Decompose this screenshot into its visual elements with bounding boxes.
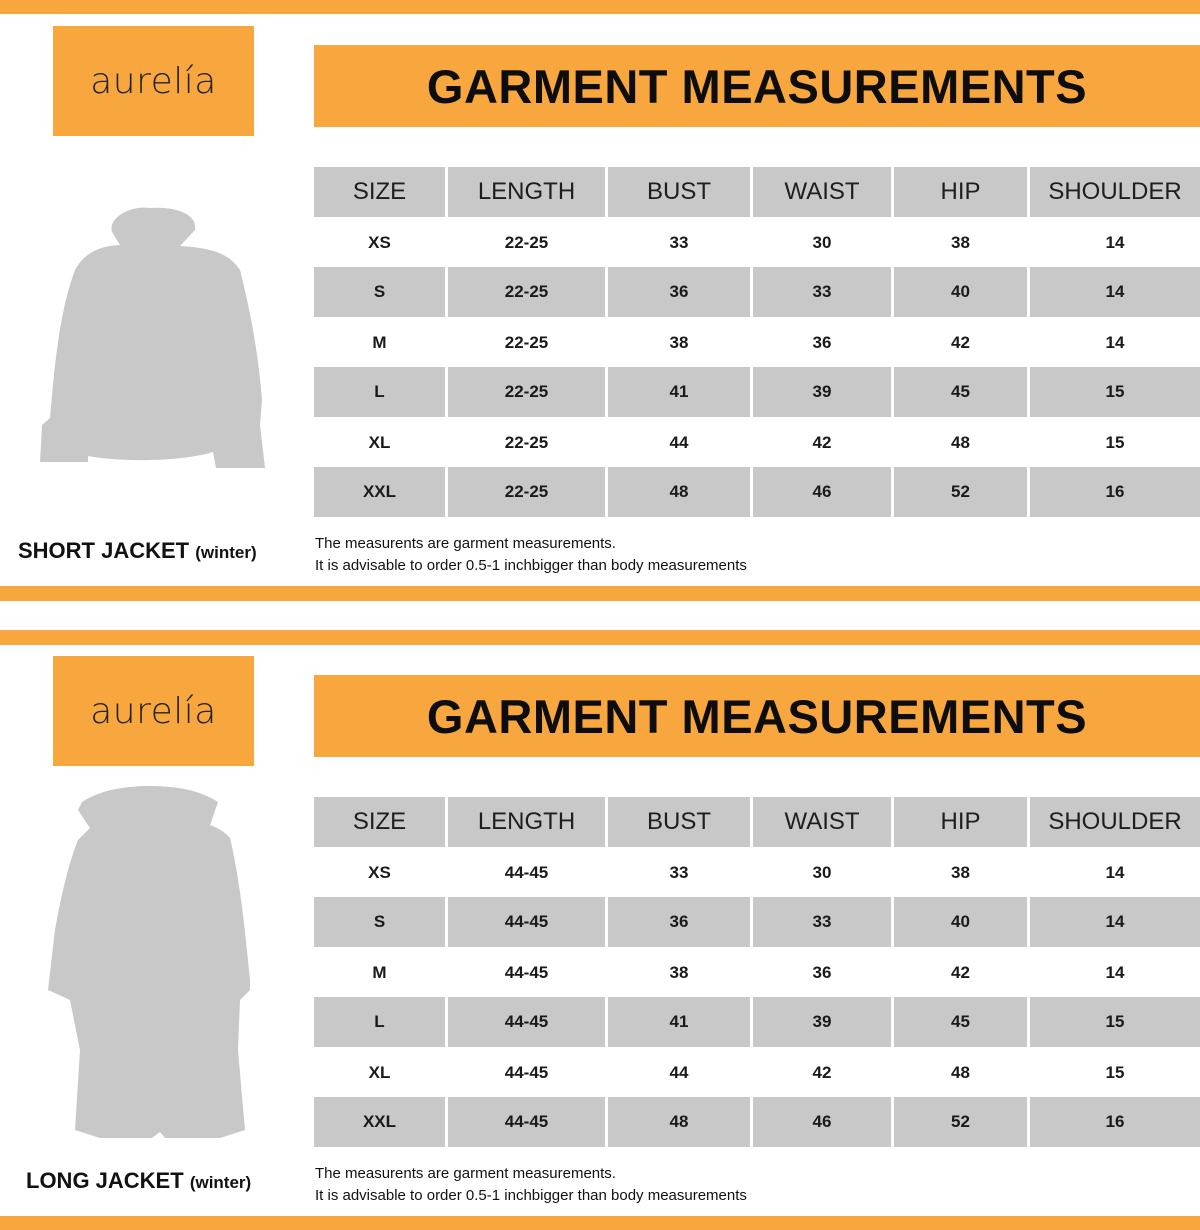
cell-hip: 45	[894, 997, 1027, 1047]
cell-size: L	[314, 367, 445, 417]
cell-length: 44-45	[448, 1097, 605, 1147]
brand-logo	[53, 656, 254, 766]
cell-shoulder: 15	[1105, 1063, 1125, 1082]
cell-waist: 42	[812, 433, 832, 452]
cell-waist: 30	[812, 863, 832, 882]
note-line: It is advisable to order 0.5-1 inchbigger than body measurements	[315, 557, 747, 574]
cell-waist: 42	[812, 1063, 832, 1082]
cell-bust: 33	[669, 863, 689, 882]
section-title-banner	[314, 45, 1200, 127]
jacket-caption-season: (winter)	[189, 1173, 252, 1192]
cell-shoulder: 14	[1105, 333, 1125, 352]
header-size: SIZE	[314, 167, 445, 217]
jacket-caption	[26, 1168, 251, 1194]
note-line: The measurents are garment measurements.	[315, 1165, 616, 1182]
header-waist: WAIST	[753, 797, 891, 847]
header-shoulder: SHOULDER	[1030, 167, 1200, 217]
cell-hip: 42	[951, 333, 970, 352]
brand-logo	[53, 26, 254, 136]
cell-size: XL	[368, 433, 391, 452]
cell-waist: 36	[812, 333, 832, 352]
note-line: The measurents are garment measurements.	[315, 535, 616, 552]
cell-waist: 46	[753, 1097, 891, 1147]
top-stripe	[0, 0, 1200, 14]
cell-length: 22-25	[448, 267, 605, 317]
cell-bust: 41	[608, 367, 750, 417]
cell-size: XXL	[314, 467, 445, 517]
header-length: LENGTH	[448, 167, 605, 217]
cell-hip: 38	[951, 233, 970, 252]
header-shoulder: SHOULDER	[1030, 797, 1200, 847]
jacket-caption-name: LONG JACKET	[26, 1168, 184, 1193]
cell-waist: 39	[753, 367, 891, 417]
short-jacket-icon	[30, 200, 280, 475]
header-waist: WAIST	[753, 167, 891, 217]
cell-size: L	[314, 997, 445, 1047]
jacket-caption-name: SHORT JACKET	[18, 538, 190, 563]
cell-bust: 48	[608, 1097, 750, 1147]
section-title-banner	[314, 675, 1200, 757]
cell-size: M	[372, 963, 387, 982]
measurement-note	[315, 533, 747, 577]
cell-hip: 40	[894, 267, 1027, 317]
jacket-caption-season: (winter)	[195, 543, 257, 562]
cell-length: 44-45	[504, 863, 549, 882]
cell-hip: 52	[894, 1097, 1027, 1147]
cell-length: 44-45	[448, 997, 605, 1047]
cell-hip: 48	[951, 433, 970, 452]
long-jacket-icon	[40, 780, 270, 1145]
cell-hip: 38	[951, 863, 970, 882]
cell-shoulder: 14	[1030, 897, 1200, 947]
cell-size: S	[314, 897, 445, 947]
cell-shoulder: 15	[1030, 367, 1200, 417]
header-size: SIZE	[314, 797, 445, 847]
cell-waist: 33	[753, 897, 891, 947]
cell-size: M	[372, 333, 387, 352]
cell-bust: 44	[669, 433, 689, 452]
cell-bust: 44	[669, 1063, 689, 1082]
cell-length: 22-25	[448, 367, 605, 417]
cell-hip: 42	[951, 963, 970, 982]
cell-waist: 46	[753, 467, 891, 517]
bottom-stripe	[0, 1216, 1200, 1230]
divider-stripe-upper	[0, 630, 1200, 645]
cell-hip: 40	[894, 897, 1027, 947]
cell-bust: 38	[669, 333, 689, 352]
cell-shoulder: 14	[1105, 863, 1125, 882]
cell-size: XS	[368, 863, 391, 882]
cell-size: XS	[368, 233, 391, 252]
measurement-note	[315, 1163, 747, 1207]
divider-stripe-lower	[0, 586, 1200, 601]
brand-logo-text: aurelía	[90, 690, 217, 732]
cell-length: 44-45	[504, 963, 549, 982]
cell-shoulder: 16	[1030, 1097, 1200, 1147]
header-bust: BUST	[608, 797, 750, 847]
header-bust: BUST	[608, 167, 750, 217]
cell-shoulder: 15	[1105, 433, 1125, 452]
cell-length: 22-25	[504, 333, 549, 352]
cell-waist: 39	[753, 997, 891, 1047]
cell-length: 44-45	[504, 1063, 549, 1082]
header-hip: HIP	[894, 797, 1027, 847]
cell-shoulder: 16	[1030, 467, 1200, 517]
cell-bust: 36	[608, 897, 750, 947]
cell-waist: 33	[753, 267, 891, 317]
cell-bust: 38	[669, 963, 689, 982]
cell-shoulder: 14	[1105, 233, 1125, 252]
cell-length: 44-45	[448, 897, 605, 947]
cell-length: 22-25	[504, 433, 549, 452]
brand-logo-text: aurelía	[90, 60, 217, 102]
cell-size: XL	[368, 1063, 391, 1082]
cell-shoulder: 14	[1105, 963, 1125, 982]
note-line: It is advisable to order 0.5-1 inchbigger than body measurements	[315, 1187, 747, 1204]
cell-waist: 30	[812, 233, 832, 252]
cell-length: 22-25	[448, 467, 605, 517]
cell-bust: 41	[608, 997, 750, 1047]
header-length: LENGTH	[448, 797, 605, 847]
cell-bust: 33	[669, 233, 689, 252]
cell-waist: 36	[812, 963, 832, 982]
section-title: GARMENT MEASUREMENTS	[426, 689, 1088, 743]
cell-bust: 36	[608, 267, 750, 317]
cell-bust: 48	[608, 467, 750, 517]
cell-size: XXL	[314, 1097, 445, 1147]
section-title: GARMENT MEASUREMENTS	[426, 59, 1088, 113]
cell-hip: 52	[894, 467, 1027, 517]
header-hip: HIP	[894, 167, 1027, 217]
cell-shoulder: 15	[1030, 997, 1200, 1047]
cell-hip: 48	[951, 1063, 970, 1082]
jacket-caption	[18, 538, 257, 564]
cell-size: S	[314, 267, 445, 317]
cell-shoulder: 14	[1030, 267, 1200, 317]
cell-hip: 45	[894, 367, 1027, 417]
cell-length: 22-25	[504, 233, 549, 252]
